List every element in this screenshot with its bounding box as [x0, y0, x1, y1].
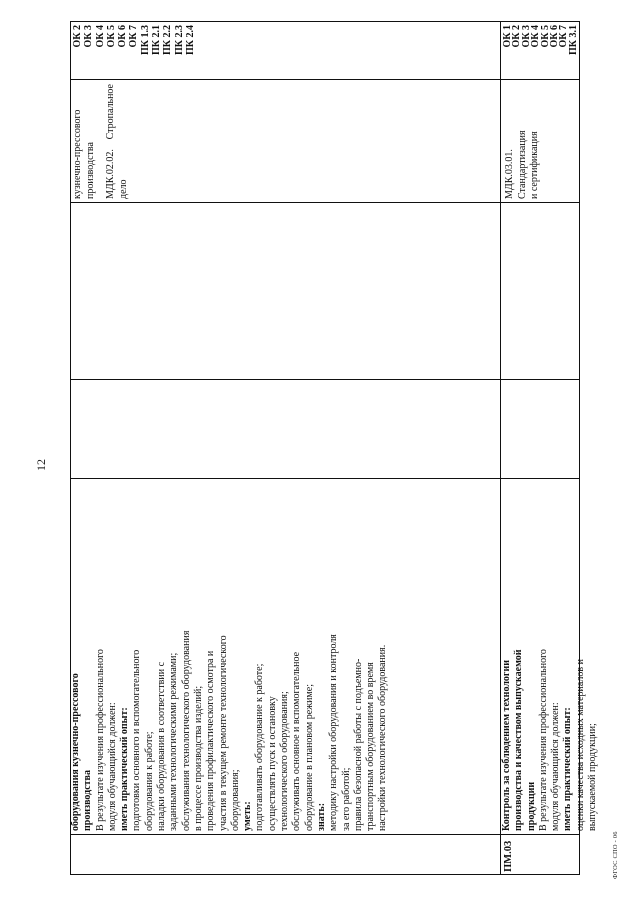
content-line: уметь: — [242, 801, 254, 831]
competency-code: ПК 1.3 — [139, 25, 151, 56]
content-line: подготавливать оборудование к работе; — [254, 663, 266, 831]
content-line: продукции — [525, 781, 537, 831]
content-line: заданными технологическими режимами; — [168, 652, 180, 831]
competency-code: ОК 7 — [558, 25, 570, 48]
mdk-line: МДК.03.01. Стандартизация — [504, 130, 528, 199]
content-line: осуществлять пуск и остановку — [266, 696, 278, 831]
content-line: наладки оборудования в соответствии с — [156, 661, 168, 831]
content-line: обслуживать основное и вспомогательное — [291, 651, 303, 831]
content-line: знать: — [315, 802, 327, 831]
content-line: настройки технологического оборудования. — [377, 644, 389, 831]
content-line: методику настройки оборудования и контроля — [328, 634, 340, 831]
mdk-line: производства — [84, 142, 96, 199]
competency-code: ПК 2.4 — [184, 25, 196, 56]
competency-code: ОК 6 — [117, 25, 129, 48]
table-right-border — [70, 21, 580, 22]
competency-code: ПК 2.3 — [173, 25, 185, 56]
document-footer: ФГОС СПО - 06 — [612, 831, 619, 879]
content-line: обслуживания технологического оборудования — [180, 630, 192, 831]
competency-code: ОК 2 — [72, 25, 83, 48]
content-line: подготовки основного и вспомогательного — [131, 649, 143, 831]
module-content-cell — [70, 483, 390, 831]
competency-code: ПК 2.2 — [162, 25, 174, 56]
content-line: оборудования кузнечно-прессового — [70, 673, 81, 831]
competency-table — [70, 21, 599, 875]
column-divider-5 — [70, 79, 580, 80]
content-line: выпускаемой продукции; — [587, 723, 599, 831]
content-line: модуля обучающийся должен: — [550, 702, 562, 831]
mdk-cell — [504, 84, 542, 199]
mdk-line: кузнечно-прессового — [72, 109, 83, 199]
competency-code: ОК 7 — [128, 25, 140, 48]
competency-code: ОК 2 — [511, 25, 523, 48]
content-line: оборудования; — [229, 769, 241, 831]
competency-codes-cell — [72, 25, 196, 77]
content-line: В результате изучения профессионального — [537, 649, 549, 831]
content-line: оценки качества исходных материалов и — [574, 659, 586, 831]
module-content-cell — [501, 483, 599, 831]
content-line: производства — [82, 770, 94, 831]
mdk-line: МДК.02.02. Стропальное — [105, 84, 116, 199]
content-line: технологического оборудования; — [279, 691, 291, 831]
competency-code: ОК 4 — [94, 25, 106, 48]
mdk-line: дело — [117, 179, 129, 199]
column-divider-1 — [70, 834, 580, 835]
competency-code: ОК 3 — [520, 25, 532, 48]
content-line: за его работой; — [340, 767, 352, 831]
competency-code: ОК 5 — [539, 25, 551, 48]
competency-code: ОК 5 — [105, 25, 117, 48]
competency-code: ОК 3 — [83, 25, 95, 48]
content-line: проведения профилактического осмотра и — [205, 650, 217, 831]
content-line: оборудования к работе; — [143, 731, 155, 831]
module-code: ПМ.03 — [503, 840, 514, 872]
mdk-line: и сертификация — [529, 131, 540, 199]
content-line: в процессе производства изделий; — [192, 685, 204, 831]
content-line: правила безопасной работы с подъемно- — [352, 658, 364, 831]
competency-code: ПК 3.1 — [567, 25, 579, 56]
column-divider-4 — [70, 202, 580, 203]
content-line: иметь практический опыт: — [562, 707, 574, 831]
competency-code: ПК 2.1 — [151, 25, 163, 56]
content-line: В результате изучения профессионального — [94, 649, 106, 831]
page-number: 12 — [34, 459, 48, 471]
content-line: участия в текущем ремонте технологического — [217, 635, 229, 831]
content-line: производства и качеством выпускаемой — [513, 649, 525, 831]
content-line: модуля обучающийся должен: — [106, 702, 118, 831]
competency-codes-cell — [503, 25, 578, 77]
mdk-line — [97, 84, 105, 199]
content-line: иметь практический опыт: — [119, 707, 131, 831]
column-divider-2 — [70, 478, 580, 479]
content-line: транспортным оборудованием во время — [365, 662, 377, 831]
competency-code: ОК 4 — [530, 25, 542, 48]
mdk-cell — [72, 84, 130, 199]
competency-code: ОК 1 — [502, 25, 513, 48]
column-divider-3 — [70, 379, 580, 380]
content-line: Контроль за соблюдением технологии — [501, 660, 512, 831]
table-left-border — [70, 874, 580, 875]
content-line: оборудование в плановом режиме; — [303, 684, 315, 831]
competency-code: ОК 6 — [549, 25, 561, 48]
